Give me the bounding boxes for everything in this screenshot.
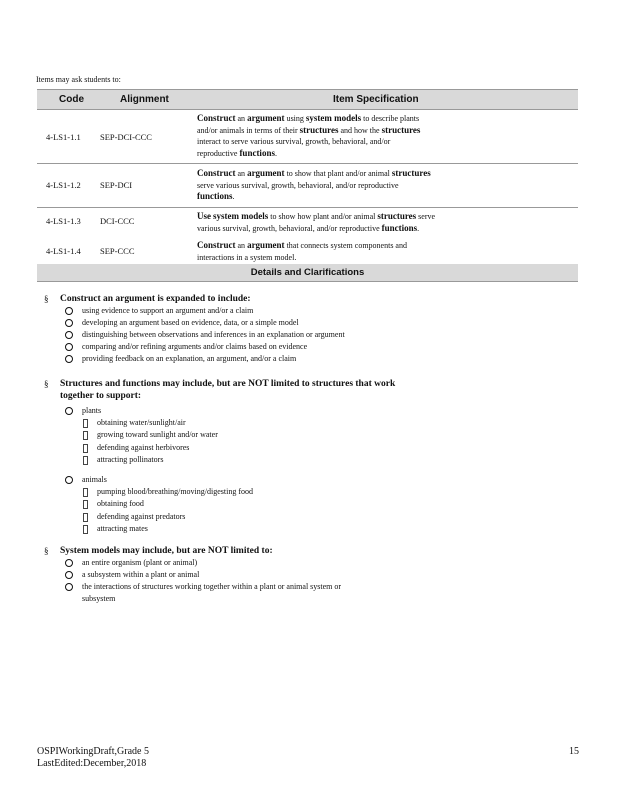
item-text: pumping blood/breathing/moving/digesting food [97, 487, 253, 497]
row-alignment: SEP-CCC [100, 246, 135, 256]
list-item [38, 353, 558, 365]
argument-heading [38, 293, 558, 305]
box-bullet-icon [83, 513, 88, 522]
circle-bullet-icon [65, 343, 73, 351]
systems-heading [38, 545, 558, 557]
sub-list-item [38, 511, 558, 523]
list-item-continuation [38, 593, 558, 605]
item-text: obtaining food [97, 499, 144, 509]
circle-bullet-icon [65, 476, 73, 484]
table-row [37, 164, 578, 208]
spec-line: Use system models to show how plant and/or animal structures serve [197, 211, 436, 221]
sub-list-item [38, 523, 558, 535]
item-text: providing feedback on an explanation, an argument, and/or a claim [82, 354, 297, 363]
item-text: developing an argument based on evidence, data, or a simple model [82, 318, 299, 327]
circle-bullet-icon [65, 355, 73, 363]
item-text: a subsystem within a plant or animal [82, 570, 200, 579]
box-bullet-icon [83, 488, 88, 497]
table-row [37, 110, 578, 164]
list-item [38, 341, 558, 353]
spec-line: and/or animals in terms of their structures and how the structures [197, 124, 421, 135]
footer-line: LastEdited:December,2018 [37, 758, 147, 769]
page-number: 15 [569, 746, 579, 757]
item-text: distinguishing between observations and inferences in an explanation or argument [82, 330, 345, 339]
spec-line: reproductive functions. [197, 147, 277, 158]
item-text: attracting mates [97, 524, 148, 534]
spec-line: various survival, growth, behavioral, and/or reproductive functions. [197, 222, 420, 233]
item-text: the interactions of structures working together within a plant or animal system or [82, 582, 342, 591]
row-specification [197, 113, 572, 159]
box-bullet-icon [83, 431, 88, 440]
table-row-pair [37, 208, 578, 264]
item-text: attracting pollinators [97, 454, 164, 464]
list-item [38, 569, 558, 581]
item-text: defending against herbivores [97, 442, 190, 452]
header-code: Code [59, 94, 84, 105]
item-text: comparing and/or refining arguments and/or claims based on evidence [82, 342, 308, 351]
footer-line: OSPIWorkingDraft,Grade 5 [37, 746, 149, 757]
item-text: obtaining water/sunlight/air [97, 418, 186, 427]
sub-list-item [38, 417, 558, 429]
item-text: subsystem [82, 594, 116, 603]
spec-line: interact to serve various survival, growth, behavioral, and/or [197, 137, 391, 146]
sub-list-item [38, 454, 558, 466]
list-item [38, 405, 558, 417]
intro-text: Items may ask students to: [36, 75, 121, 84]
footer [37, 746, 149, 770]
row-alignment: DCI-CCC [100, 216, 135, 226]
item-text: animals [82, 475, 107, 485]
sub-list-item [38, 442, 558, 454]
row-code: 4-LS1-1.1 [46, 132, 81, 142]
row-alignment: SEP-DCI [100, 180, 133, 190]
sub-list-item [38, 498, 558, 510]
list-item [38, 329, 558, 341]
details-title: Details and Clarifications [37, 264, 578, 282]
row-code: 4-LS1-1.4 [46, 246, 81, 256]
circle-bullet-icon [65, 571, 73, 579]
row-specification [197, 240, 572, 263]
details-systems [38, 545, 558, 605]
row-specification [197, 168, 572, 203]
details-structures [38, 378, 558, 535]
item-spec-table [37, 89, 578, 282]
bullet-icon: § [44, 546, 49, 556]
heading-text: System models may include, but are NOT limited to: [60, 546, 273, 556]
spec-line: Construct an argument that connects system components and [197, 240, 407, 250]
box-bullet-icon [83, 456, 88, 465]
box-bullet-icon [83, 419, 88, 428]
list-item [38, 557, 558, 569]
header-spec: Item Specification [333, 94, 419, 105]
spec-line: interactions in a system model. [197, 252, 297, 262]
item-text: defending against predators [97, 511, 186, 521]
table-header [37, 89, 578, 110]
circle-bullet-icon [65, 559, 73, 567]
circle-bullet-icon [65, 307, 73, 315]
circle-bullet-icon [65, 319, 73, 327]
bullet-icon: § [44, 379, 49, 389]
sub-list-item [38, 486, 558, 498]
circle-bullet-icon [65, 583, 73, 591]
header-alignment: Alignment [120, 94, 169, 105]
spec-line: serve various survival, growth, behavioral, and/or reproductive [197, 180, 399, 190]
details-argument [38, 293, 558, 365]
spec-line: Construct an argument using system models to describe plants [197, 113, 420, 123]
bullet-icon: § [44, 294, 49, 304]
box-bullet-icon [83, 525, 88, 534]
item-text: plants [82, 406, 102, 415]
spec-line: functions. [197, 191, 235, 201]
sub-list-item [38, 429, 558, 441]
box-bullet-icon [83, 500, 88, 509]
row-specification [197, 211, 572, 234]
list-item [38, 317, 558, 329]
row-code: 4-LS1-1.3 [46, 216, 81, 226]
heading-text: together to support: [60, 391, 142, 401]
structures-heading [38, 378, 558, 402]
heading-text: Construct an argument is expanded to include: [60, 294, 251, 304]
item-text: using evidence to support an argument and/or a claim [82, 306, 254, 315]
item-text: growing toward sunlight and/or water [97, 430, 218, 440]
circle-bullet-icon [65, 407, 73, 415]
spec-line: Construct an argument to show that plant and/or animal structures [197, 168, 431, 178]
row-alignment: SEP-DCI-CCC [100, 132, 152, 142]
heading-text: Structures and functions may include, but are NOT limited to structures that work [60, 379, 396, 389]
box-bullet-icon [83, 444, 88, 453]
circle-bullet-icon [65, 331, 73, 339]
row-code: 4-LS1-1.2 [46, 180, 81, 190]
item-text: an entire organism (plant or animal) [82, 558, 198, 567]
list-item [38, 581, 558, 593]
list-item [38, 305, 558, 317]
list-item [38, 474, 558, 486]
